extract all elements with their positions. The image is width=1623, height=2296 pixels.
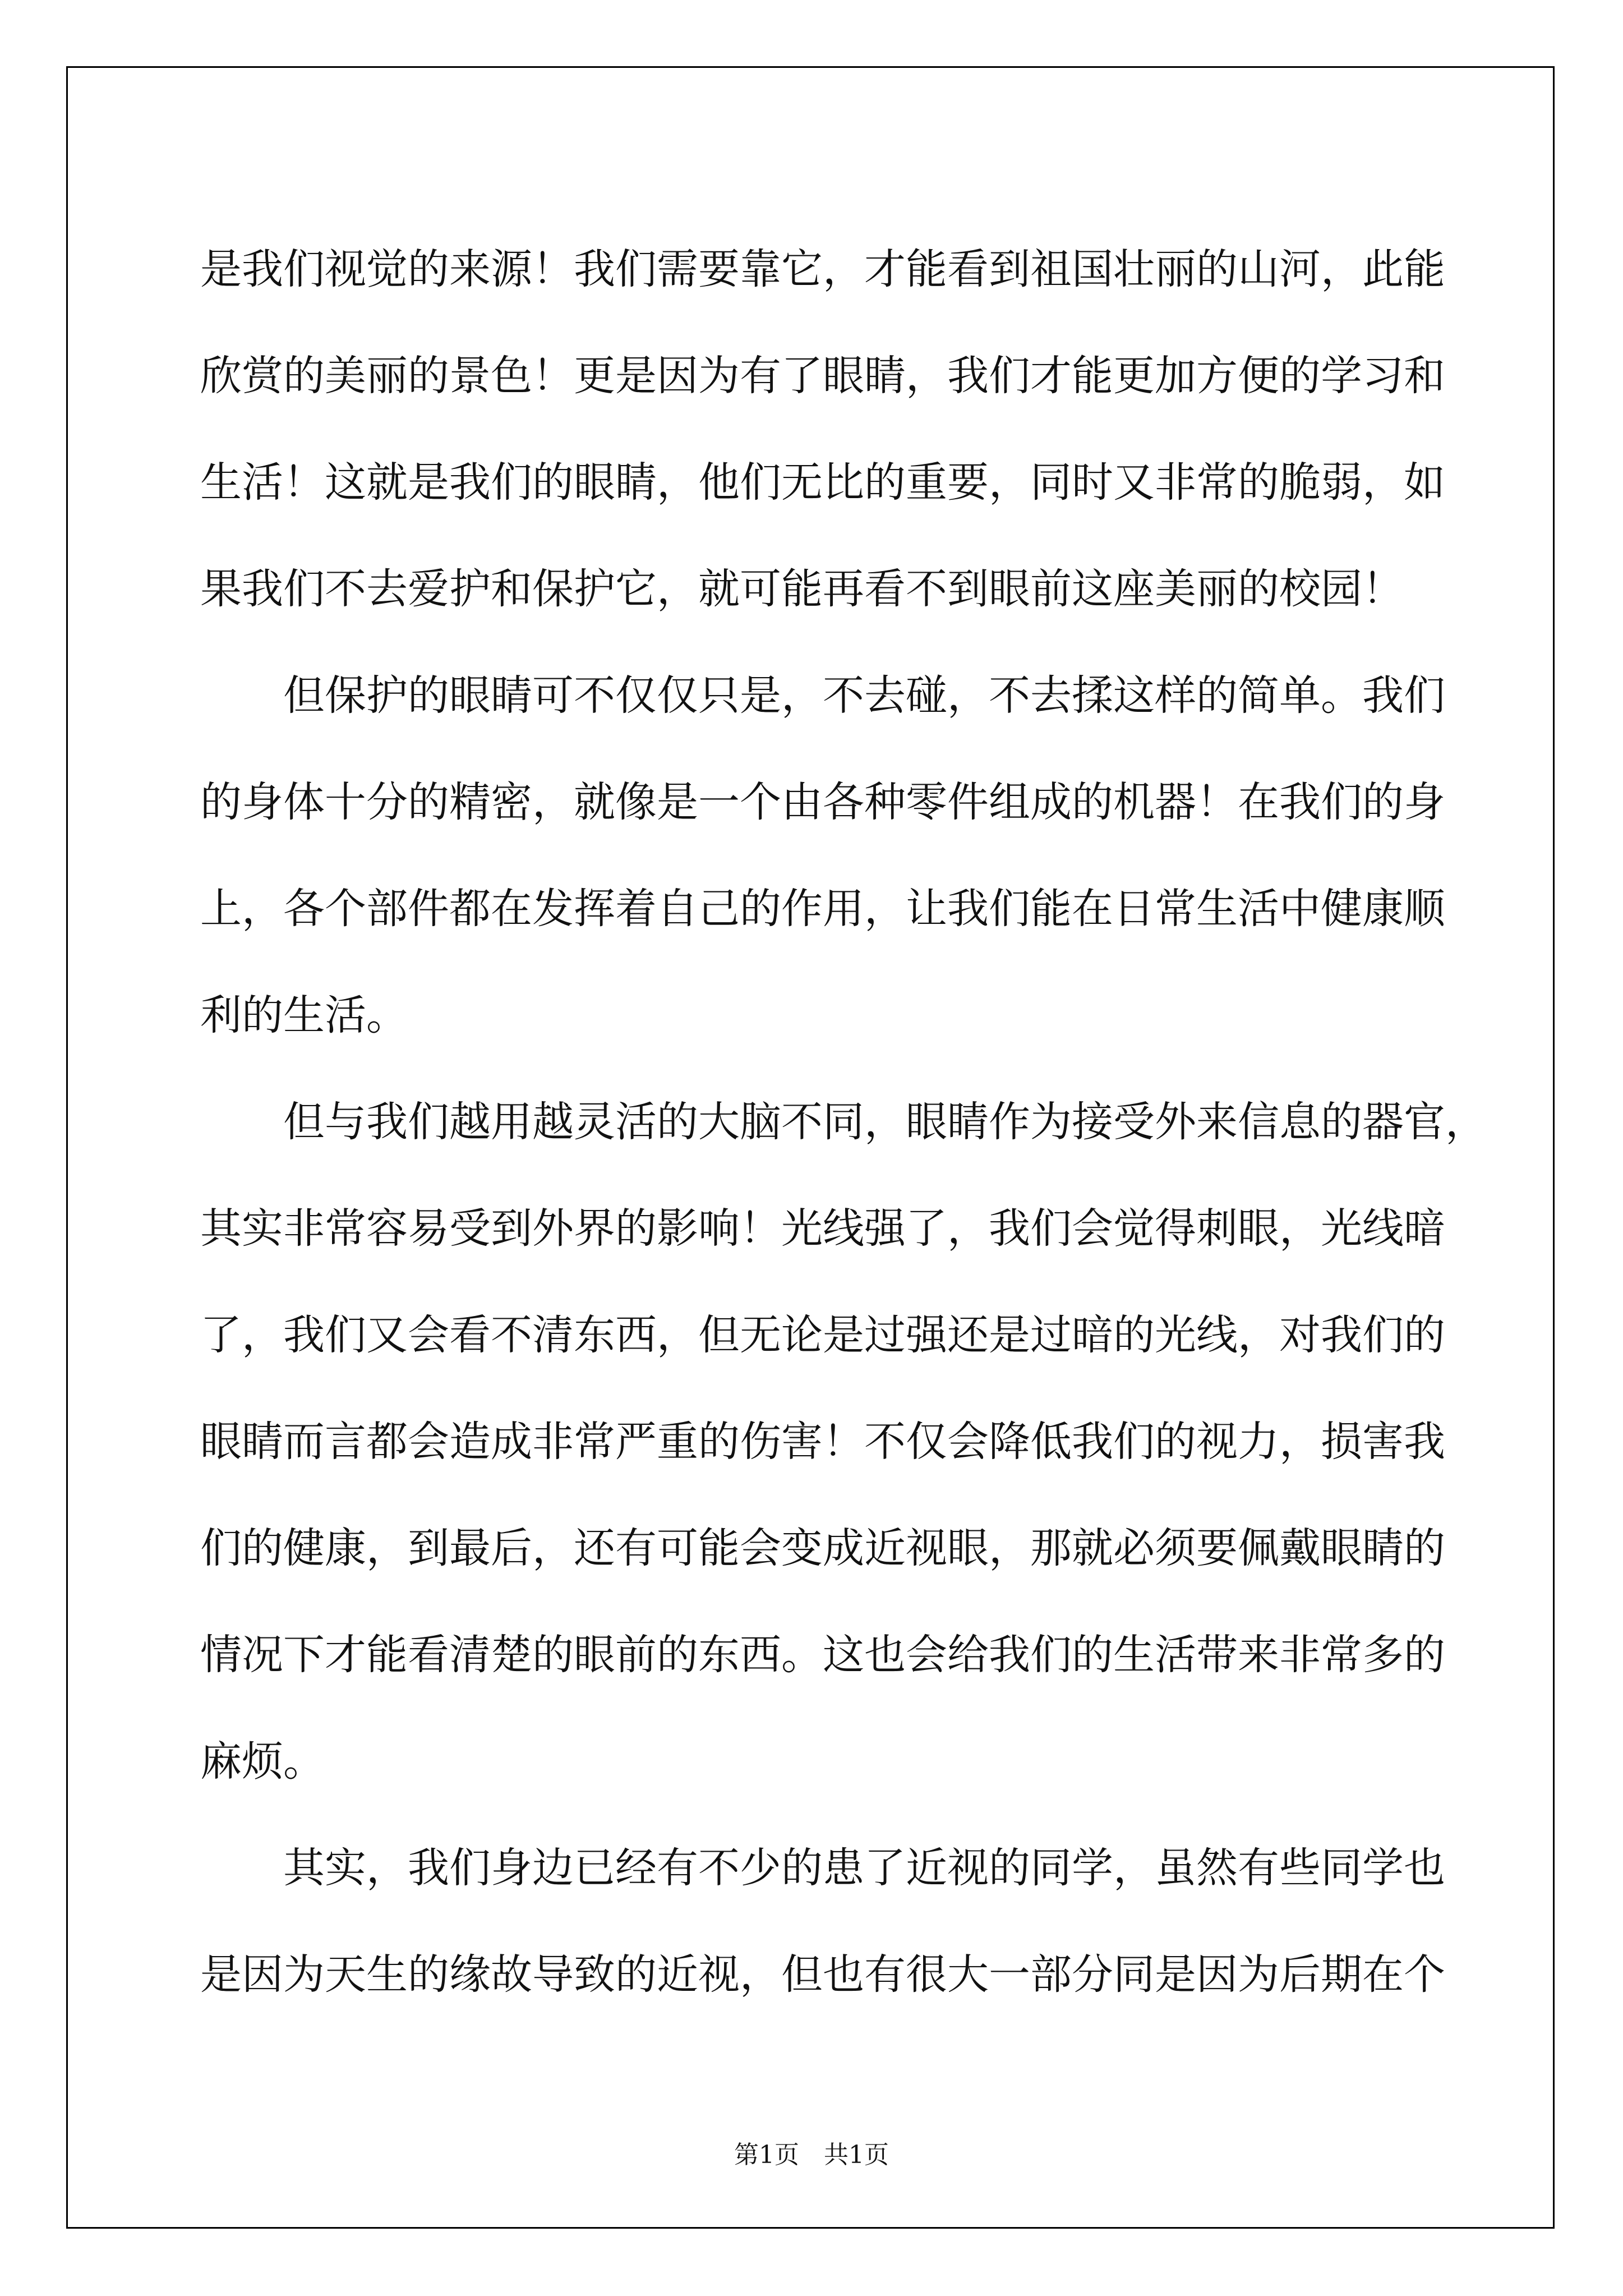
document-body [200,216,1487,2028]
text-line: 情况下才能看清楚的眼前的东西。这也会给我们的生活带来非常多的 [200,1631,1445,1679]
text-line: 其实，我们身边已经有不少的患了近视的同学，虽然有些同学也 [283,1844,1445,1892]
text-line: 们的健康，到最后，还有可能会变成近视眼，那就必须要佩戴眼睛的 [200,1524,1445,1572]
text-line: 但保护的眼睛可不仅仅只是，不去碰，不去揉这样的简单。我们 [283,671,1445,720]
text-line: 其实非常容易受到外界的影响！光线强了，我们会觉得刺眼，光线暗 [200,1204,1445,1253]
text-line: 眼睛而言都会造成非常严重的伤害！不仅会降低我们的视力，损害我 [200,1418,1445,1466]
text-line: 麻烦。 [200,1737,325,1786]
text-line: 生活！这就是我们的眼睛，他们无比的重要，同时又非常的脆弱，如 [200,458,1445,507]
text-line: 但与我们越用越灵活的大脑不同，眼睛作为接受外来信息的器官， [283,1098,1487,1146]
text-line: 利的生活。 [200,991,408,1039]
text-line: 果我们不去爱护和保护它，就可能再看不到眼前这座美丽的校园！ [200,565,1404,613]
page-footer: 第1页 共1页 [734,2141,889,2169]
text-line: 了，我们又会看不清东西，但无论是过强还是过暗的光线，对我们的 [200,1311,1445,1359]
text-line: 欣赏的美丽的景色！更是因为有了眼睛，我们才能更加方便的学习和 [200,352,1445,400]
text-line: 上，各个部件都在发挥着自己的作用，让我们能在日常生活中健康顺 [200,885,1445,933]
text-line: 的身体十分的精密，就像是一个由各种零件组成的机器！在我们的身 [200,778,1445,826]
text-line: 是因为天生的缘故导致的近视，但也有很大一部分同是因为后期在个 [200,1950,1445,1999]
text-line: 是我们视觉的来源！我们需要靠它，才能看到祖国壮丽的山河，此能 [200,245,1445,293]
